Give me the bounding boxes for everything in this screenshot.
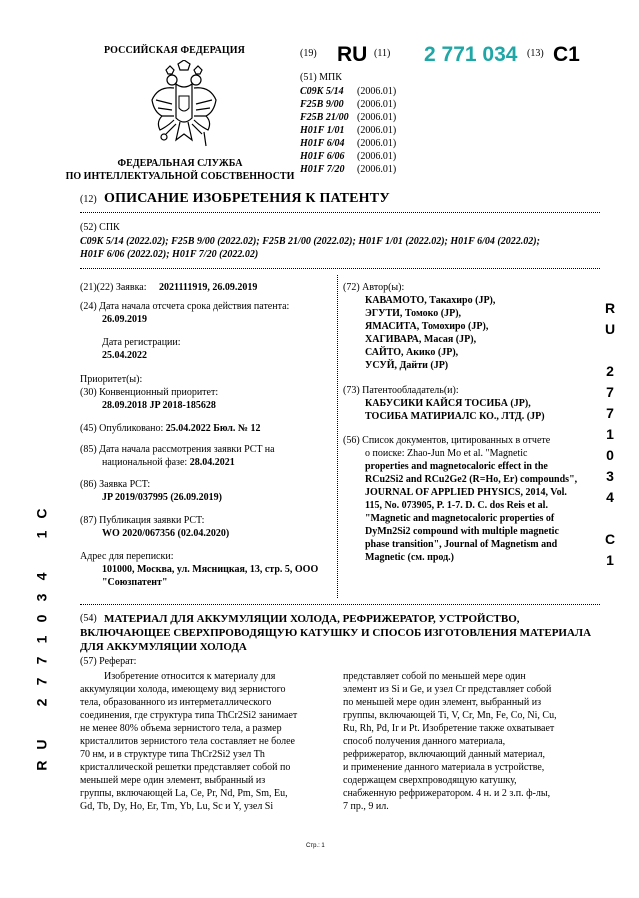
- mpk-version: (2006.01): [357, 99, 397, 110]
- field-85: [80, 443, 335, 469]
- mpk-list: [300, 85, 396, 176]
- abstract-line: кристаллической решетки представляет собой по: [80, 762, 291, 773]
- field-label: (72) Автор(ы):: [343, 282, 405, 293]
- field-73: [343, 384, 598, 423]
- citation-line: о поиске: Zhao-Jun Mo et al. "Magnetic: [365, 448, 528, 459]
- mpk-version: (2006.01): [357, 86, 397, 97]
- mpk-row: [300, 150, 396, 163]
- side-char: U: [33, 739, 50, 750]
- abstract-line: способ получения данного материала,: [343, 736, 506, 747]
- side-char: 1: [606, 426, 614, 442]
- side-char: R: [33, 760, 50, 771]
- field-value: JP 2019/037995 (26.09.2019): [102, 492, 222, 503]
- field-value: 2021111919, 26.09.2019: [159, 282, 258, 293]
- abstract-line: меньшей мере один элемент, выбранный из: [80, 775, 266, 786]
- invention-title-line: МАТЕРИАЛ ДЛЯ АККУМУЛЯЦИИ ХОЛОДА, РЕФРИЖЕРАТОР, УСТРОЙСТВО,: [104, 613, 520, 625]
- side-char: 7: [606, 384, 614, 400]
- abstract-line: не менее 80% объема зернистого тела, а размер: [80, 723, 282, 734]
- side-char: 7: [33, 656, 50, 665]
- field-label: (87) Публикация заявки PCT:: [80, 515, 205, 526]
- document-title: ОПИСАНИЕ ИЗОБРЕТЕНИЯ К ПАТЕНТУ: [104, 191, 390, 206]
- abstract-line: кристаллитов зернистого тела составляет не более: [80, 736, 295, 747]
- owner: ТОСИБА МАТИРИАЛС КО., ЛТД. (JP): [365, 411, 545, 422]
- invention-title: [104, 612, 520, 626]
- field-label: (86) Заявка PCT:: [80, 479, 151, 490]
- title-code: (12): [80, 194, 97, 205]
- divider: [80, 604, 600, 605]
- column-divider: [337, 275, 338, 598]
- side-char: 0: [33, 614, 50, 623]
- abstract-line: 7 пр., 9 ил.: [343, 801, 389, 812]
- mpk-label: (51) МПК: [300, 72, 342, 83]
- citation-line: JOURNAL OF APPLIED PHYSICS, 2014, Vol.: [365, 487, 567, 498]
- abstract-line: 70 нм, и в структуре типа ThCr2Si2 узел Th: [80, 749, 265, 760]
- side-char: [32, 545, 52, 566]
- field-value: 28.09.2018 JP 2018-185628: [102, 400, 216, 411]
- abstract-line: по меньшей мере один элемент, выбранный из: [343, 697, 542, 708]
- priority-label: Приоритет(ы):: [80, 374, 143, 385]
- patent-number: 2 771 034: [424, 43, 518, 66]
- mpk-class: F25B 9/00: [300, 99, 344, 110]
- field-label: (85) Дата начала рассмотрения заявки PCT на: [80, 444, 275, 455]
- code-19: (19): [300, 48, 317, 59]
- field-label: Адрес для переписки:: [80, 551, 174, 562]
- mpk-version: (2006.01): [357, 112, 397, 123]
- author: ХАГИВАРА, Масая (JP),: [365, 334, 477, 345]
- side-char: 7: [606, 405, 614, 421]
- citation-line: properties and magnetocaloric effect in the: [365, 461, 548, 472]
- field-label: (45) Опубликовано:: [80, 423, 164, 434]
- field-72: [343, 281, 598, 372]
- abstract-line: содержащем сверхпроводящую катушку,: [343, 775, 517, 786]
- invention-code: (54): [80, 613, 97, 624]
- side-char: [32, 713, 52, 734]
- side-char: 1: [606, 552, 614, 568]
- side-char: C: [604, 531, 616, 547]
- side-char: 0: [606, 447, 614, 463]
- mpk-version: (2006.01): [357, 151, 397, 162]
- citation-line: DyMn2Si2 compound with multiple magnetic: [365, 526, 559, 537]
- agency-name: [62, 157, 298, 183]
- side-char: 1: [33, 530, 50, 539]
- abstract-line: снабженную рефрижератором. 4 н. и 2 з.п. ф-лы,: [343, 788, 551, 799]
- author: УСУЙ, Дайти (JP): [365, 360, 449, 371]
- field-label: (24) Дата начала отсчета срока действия патента:: [80, 301, 290, 312]
- abstract-line: Gd, Tb, Dy, Ho, Er, Tm, Yb, Lu, Sc и Y, узел Si: [80, 801, 274, 812]
- mpk-row: [300, 85, 396, 98]
- citation-line: RCu2Si2 and RCu2Ge2 (R=Ho, Er) compounds",: [365, 474, 578, 485]
- abstract-line: соединения, где структура типа ThCr2Si2 занимает: [80, 710, 298, 721]
- field-30: [80, 386, 335, 412]
- side-number-left: [32, 503, 52, 776]
- field-label: (56) Список документов, цитированных в отчете: [343, 435, 551, 446]
- spk-label: (52) СПК: [80, 222, 120, 233]
- abstract-line: тела, образованного из интерметаллического: [80, 697, 272, 708]
- citation-line: 115, No. 073905, P. 1-7. D. C. dos Reis et al.: [365, 500, 548, 511]
- field-value: 25.04.2022: [102, 350, 147, 361]
- mpk-class: H01F 1/01: [300, 125, 345, 136]
- side-char: [600, 340, 620, 361]
- mpk-version: (2006.01): [357, 138, 397, 149]
- side-char: R: [604, 300, 616, 316]
- coat-of-arms-emblem: [148, 60, 220, 152]
- author: КАВАМОТО, Такахиро (JP),: [365, 295, 496, 306]
- field-label: (21)(22) Заявка:: [80, 282, 147, 293]
- abstract-line: и применение данного материала в устройстве,: [343, 762, 545, 773]
- invention-title-cont: [80, 626, 591, 654]
- mpk-class: H01F 6/06: [300, 151, 345, 162]
- code-11: (11): [374, 48, 391, 59]
- mpk-row: [300, 137, 396, 150]
- abstract-line: группы, включающей Ti, V, Cr, Mn, Fe, Co, Ni, Cu,: [343, 710, 557, 721]
- abstract-label: (57) Реферат:: [80, 656, 137, 667]
- side-char: 2: [606, 363, 614, 379]
- mpk-row: [300, 124, 396, 137]
- mpk-version: (2006.01): [357, 164, 397, 175]
- spk-line-1: C09K 5/14 (2022.02); F25B 9/00 (2022.02); F25B 21/00 (2022.02); H01F 1/01 (2022.02); H01F 6/04 (2022.02);: [80, 236, 540, 247]
- side-char: 7: [33, 677, 50, 686]
- address: [80, 550, 335, 589]
- address-line: 101000, Москва, ул. Мясницкая, 13, стр. 5, ООО: [102, 564, 319, 575]
- field-label: (30) Конвенционный приоритет:: [80, 387, 219, 398]
- page-number: Стр.: 1: [306, 843, 325, 849]
- field-registration: [80, 336, 335, 362]
- field-21-22: [80, 281, 335, 294]
- owner: КАБУСИКИ КАЙСЯ ТОСИБА (JP),: [365, 398, 531, 409]
- side-char: 1: [33, 635, 50, 644]
- field-label: (73) Патентообладатель(и):: [343, 385, 459, 396]
- side-char: 3: [33, 593, 50, 602]
- side-char: 4: [606, 489, 614, 505]
- field-value: 26.09.2019: [102, 314, 147, 325]
- mpk-version: (2006.01): [357, 125, 397, 136]
- invention-title-line: ДЛЯ АККУМУЛЯЦИИ ХОЛОДА: [80, 641, 247, 653]
- field-value: 25.04.2022 Бюл. № 12: [165, 423, 261, 434]
- country-name: РОССИЙСКАЯ ФЕДЕРАЦИЯ: [104, 45, 246, 56]
- mpk-class: H01F 7/20: [300, 164, 345, 175]
- side-char: [600, 508, 620, 529]
- side-char: 2: [33, 698, 50, 707]
- abstract-line: Ru, Rh, Pd, Ir и Pt. Изобретение также охватывает: [343, 723, 555, 734]
- code-13: (13): [527, 48, 544, 59]
- field-label: Дата регистрации:: [102, 337, 181, 348]
- agency-line-2: ПО ИНТЕЛЛЕКТУАЛЬНОЙ СОБСТВЕННОСТИ: [65, 171, 295, 182]
- field-label: национальной фазе:: [102, 457, 188, 468]
- kind-code: C1: [553, 43, 580, 66]
- spk-line-2: H01F 6/06 (2022.02); H01F 7/20 (2022.02): [80, 249, 259, 260]
- field-value: WO 2020/067356 (02.04.2020): [102, 528, 230, 539]
- side-char: 3: [606, 468, 614, 484]
- side-char: C: [33, 508, 50, 519]
- invention-title-line: ВКЛЮЧАЮЩЕЕ СВЕРХПРОВОДЯЩУЮ КАТУШКУ И СПОСОБ ИЗГОТОВЛЕНИЯ МАТЕРИАЛА: [80, 627, 592, 639]
- mpk-row: [300, 111, 396, 124]
- agency-line-1: ФЕДЕРАЛЬНАЯ СЛУЖБА: [117, 158, 243, 169]
- abstract-left-column: [80, 670, 326, 813]
- abstract-right-column: [343, 670, 593, 813]
- mpk-row: [300, 98, 396, 111]
- mpk-class: F25B 21/00: [300, 112, 349, 123]
- spk-classes: [80, 235, 595, 261]
- field-45: [80, 422, 335, 435]
- mpk-class: H01F 6/04: [300, 138, 345, 149]
- field-87: [80, 514, 335, 540]
- side-char: 4: [33, 572, 50, 581]
- address-line: "Союзпатент": [102, 577, 168, 588]
- side-char: U: [604, 321, 616, 337]
- author: ЯМАСИТА, Томохиро (JP),: [365, 321, 489, 332]
- author: ЭГУТИ, Томоко (JP),: [365, 308, 462, 319]
- abstract-line: аккумуляции холода, имеющему вид зернистого: [80, 684, 286, 695]
- mpk-class: C09K 5/14: [300, 86, 344, 97]
- divider: [80, 268, 600, 269]
- author: САЙТО, Акико (JP),: [365, 347, 459, 358]
- field-86: [80, 478, 335, 504]
- citation-line: "Magnetic and magnetocaloric properties of: [365, 513, 555, 524]
- abstract-line: группы, включающей La, Ce, Pr, Nd, Pm, Sm, Eu,: [80, 788, 288, 799]
- field-56: [343, 434, 598, 564]
- abstract-line: рефрижератор, включающий данный материал,: [343, 749, 545, 760]
- divider: [80, 212, 600, 213]
- field-24: [80, 300, 335, 326]
- citation-line: phase transition", Journal of Magnetism and: [365, 539, 558, 550]
- abstract-line: элемент из Si и Ge, и узел Cr представляет собой: [343, 684, 552, 695]
- citation-line: Magnetic (см. прод.): [365, 552, 454, 563]
- country-code: RU: [337, 43, 368, 66]
- mpk-row: [300, 163, 396, 176]
- field-value: 28.04.2021: [189, 457, 235, 468]
- side-number-right: [600, 298, 620, 571]
- abstract-line: представляет собой по меньшей мере один: [343, 671, 526, 682]
- abstract-line: Изобретение относится к материалу для: [104, 671, 276, 682]
